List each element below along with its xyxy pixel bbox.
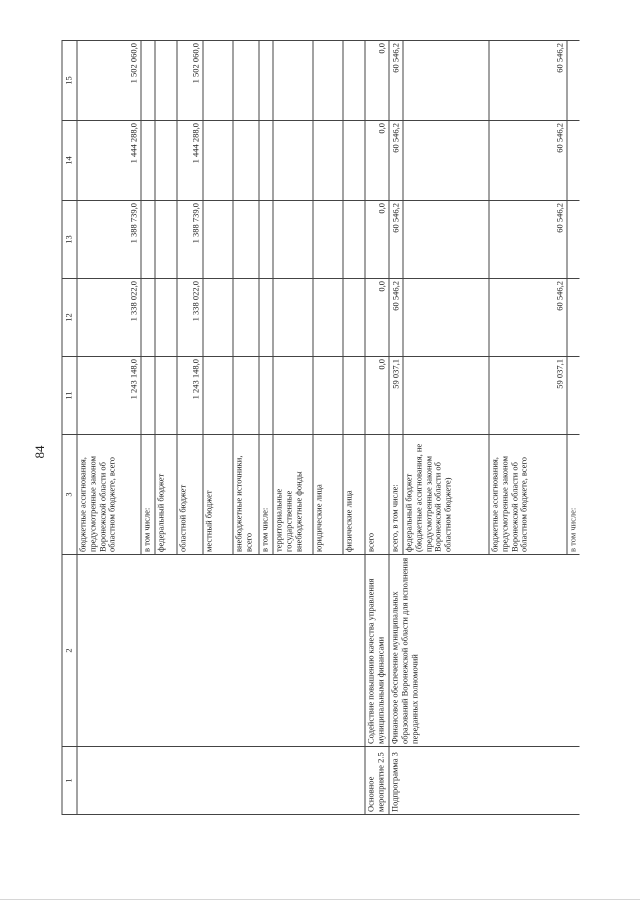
value-cell [567, 279, 579, 357]
value-cell [343, 41, 365, 121]
header-cell: 11 [62, 357, 77, 435]
value-cell: 60 546,2 [489, 279, 567, 357]
measure-row [365, 41, 389, 815]
budget-table-rotated [62, 41, 579, 815]
value-cell [203, 357, 233, 435]
budget-table [62, 40, 580, 815]
col2-cell [77, 555, 365, 747]
value-cell [203, 279, 233, 357]
value-cell: 60 546,2 [489, 121, 567, 201]
value-cell: 0,0 [365, 279, 389, 357]
value-cell: 60 546,2 [389, 201, 403, 279]
measure-name: Содействие повышению качества управления муниципальными финансами [365, 555, 389, 747]
value-cell: 59 037,1 [489, 357, 567, 435]
value-cell [343, 357, 365, 435]
value-cell [203, 41, 233, 121]
header-cell: 12 [62, 279, 77, 357]
value-cell [141, 357, 155, 435]
value-cell: 59 037,1 [389, 357, 403, 435]
subprogram-code: Подпрограмма 3 [389, 747, 579, 815]
value-cell [313, 41, 343, 121]
value-cell [313, 279, 343, 357]
source-label: в том числе: [141, 435, 155, 555]
measure-code: Основное мероприятие 2.5 [365, 747, 389, 815]
subprogram-name: Финансовое обеспечение муниципальных образований Воронежской области для исполнения переданных полномочий [389, 555, 579, 747]
header-cell: 15 [62, 41, 77, 121]
value-cell [273, 279, 313, 357]
value-cell [259, 121, 273, 201]
value-cell [141, 41, 155, 121]
value-cell [403, 201, 489, 279]
value-cell: 0,0 [365, 41, 389, 121]
header-cell: 14 [62, 121, 77, 201]
header-cell: 3 [62, 435, 77, 555]
value-cell [273, 121, 313, 201]
value-cell [343, 279, 365, 357]
value-cell: 60 546,2 [489, 41, 567, 121]
value-cell: 60 546,2 [489, 201, 567, 279]
value-cell [567, 41, 579, 121]
value-cell [259, 201, 273, 279]
value-cell [155, 121, 177, 201]
subprogram-row [389, 41, 403, 815]
source-label: в том числе: [567, 435, 579, 555]
value-cell [233, 357, 259, 435]
value-cell [259, 357, 273, 435]
value-cell [567, 201, 579, 279]
value-cell [155, 357, 177, 435]
value-cell [259, 41, 273, 121]
value-cell [233, 121, 259, 201]
value-cell: 1 502 060,0 [177, 41, 203, 121]
value-cell: 60 546,2 [389, 121, 403, 201]
value-cell [141, 201, 155, 279]
col1-cell [77, 747, 365, 815]
value-cell [203, 121, 233, 201]
value-cell: 1 388 739,0 [77, 201, 141, 279]
table-row [77, 41, 141, 815]
value-cell: 1 243 148,0 [77, 357, 141, 435]
value-cell [259, 279, 273, 357]
source-label: всего, в том числе: [389, 435, 403, 555]
value-cell [155, 201, 177, 279]
source-label: территориальные государственные внебюджетные фонды [273, 435, 313, 555]
header-cell: 1 [62, 747, 77, 815]
scan-edge-line [0, 899, 640, 900]
source-label: местный бюджет [203, 435, 233, 555]
value-cell [273, 357, 313, 435]
value-cell [203, 201, 233, 279]
source-label: бюджетные ассигнования, предусмотренные законом Воронежской области об областном бюджете, всего [489, 435, 567, 555]
header-cell: 2 [62, 555, 77, 747]
value-cell [313, 357, 343, 435]
value-cell [313, 121, 343, 201]
value-cell: 1 388 739,0 [177, 201, 203, 279]
source-label: в том числе: [259, 435, 273, 555]
value-cell [313, 201, 343, 279]
value-cell: 1 338 022,0 [177, 279, 203, 357]
value-cell [233, 41, 259, 121]
value-cell: 0,0 [365, 201, 389, 279]
source-label: федеральный бюджет (бюджетные ассигнования, не предусмотренные законом Воронежской области об областном бюджете) [403, 435, 489, 555]
source-label: физические лица [343, 435, 365, 555]
value-cell [155, 279, 177, 357]
value-cell [155, 41, 177, 121]
value-cell [141, 121, 155, 201]
value-cell: 1 338 022,0 [77, 279, 141, 357]
page-number: 84 [32, 445, 47, 459]
source-label: юридические лица [313, 435, 343, 555]
value-cell [233, 201, 259, 279]
value-cell [567, 121, 579, 201]
value-cell [567, 357, 579, 435]
header-row [62, 41, 77, 815]
source-label: областной бюджет [177, 435, 203, 555]
value-cell [343, 121, 365, 201]
value-cell [141, 279, 155, 357]
value-cell [403, 357, 489, 435]
value-cell: 60 546,2 [389, 279, 403, 357]
header-cell: 13 [62, 201, 77, 279]
value-cell [403, 41, 489, 121]
value-cell: 1 243 148,0 [177, 357, 203, 435]
value-cell [343, 201, 365, 279]
source-label: бюджетные ассигнования, предусмотренные законом Воронежской области об областном бюджете, всего [77, 435, 141, 555]
value-cell [273, 41, 313, 121]
source-label: всего [365, 435, 389, 555]
value-cell: 60 546,2 [389, 41, 403, 121]
value-cell: 1 444 288,0 [77, 121, 141, 201]
value-cell [233, 279, 259, 357]
value-cell [403, 121, 489, 201]
value-cell: 1 444 288,0 [177, 121, 203, 201]
value-cell: 1 502 060,0 [77, 41, 141, 121]
source-label: федеральный бюджет [155, 435, 177, 555]
source-label: внебюджетные источники, всего [233, 435, 259, 555]
value-cell: 0,0 [365, 357, 389, 435]
value-cell [403, 279, 489, 357]
value-cell [273, 201, 313, 279]
value-cell: 0,0 [365, 121, 389, 201]
